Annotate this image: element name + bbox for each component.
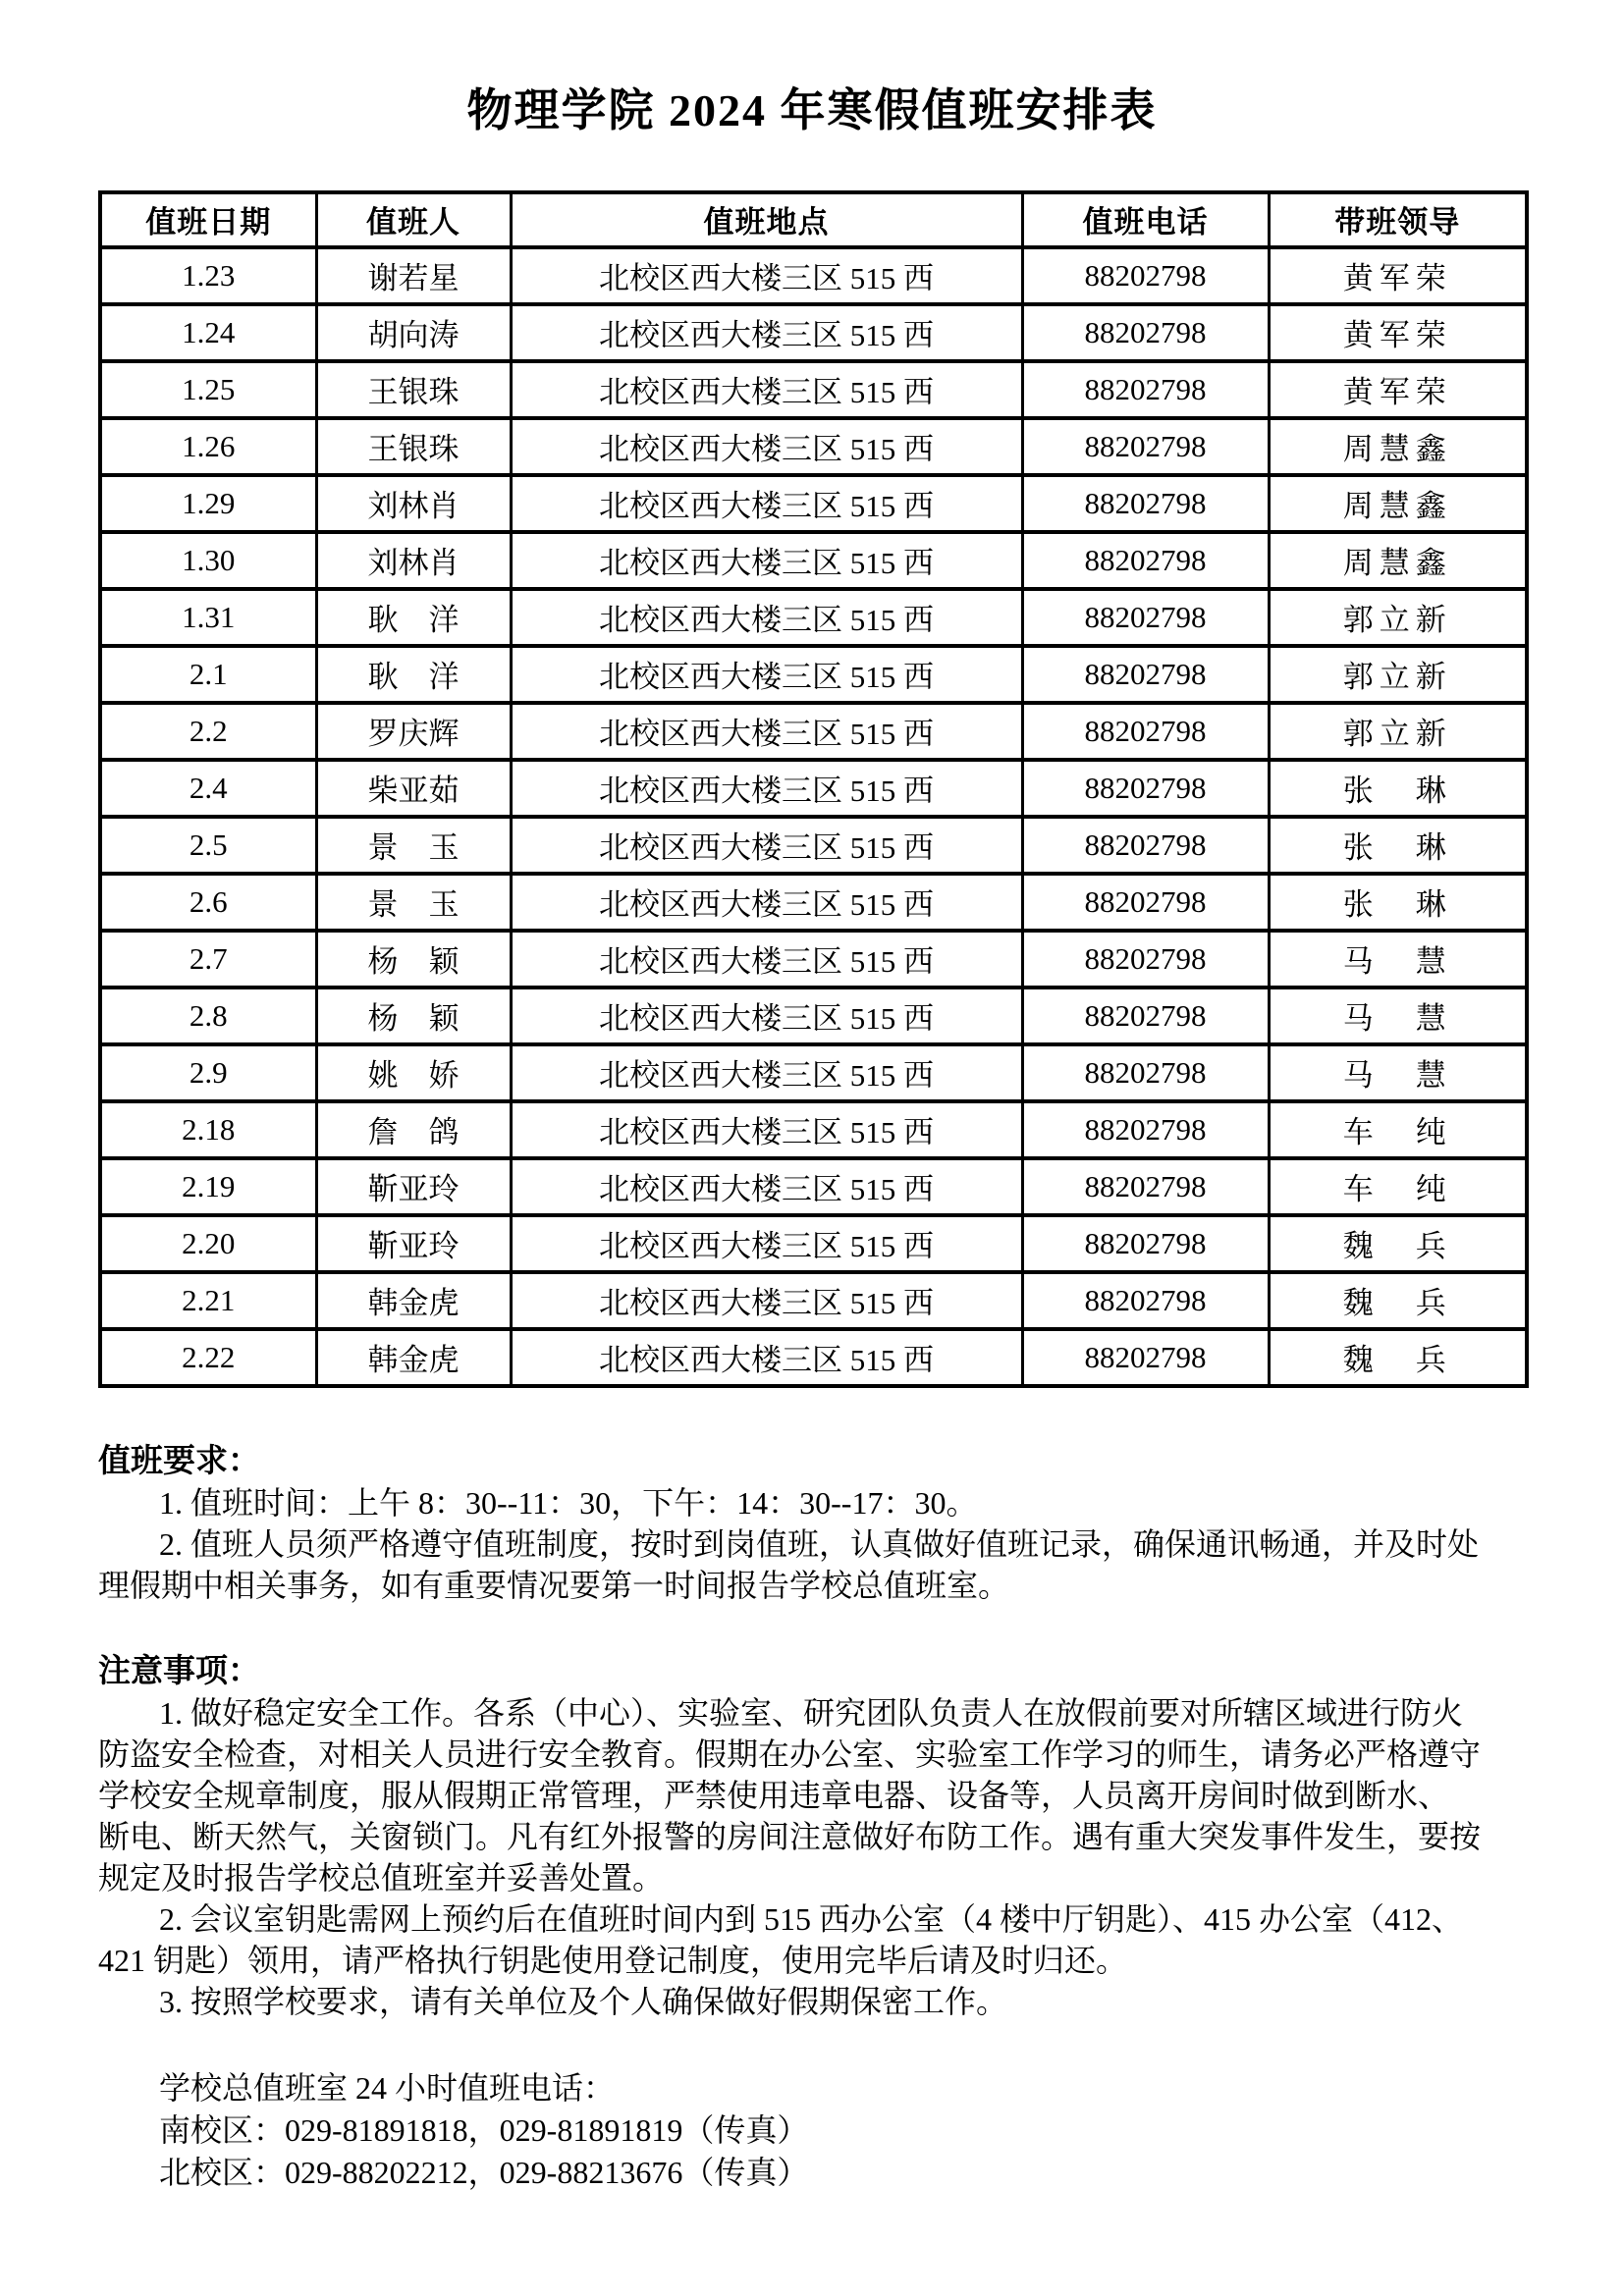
table-row: [100, 760, 1527, 817]
notes-section: [98, 1651, 1526, 2022]
table-cell-0: 2.6: [100, 874, 316, 931]
table-cell-1: 杨 颖: [316, 931, 511, 988]
table-cell-3: 88202798: [1022, 1215, 1269, 1272]
table-cell-1: 耿 洋: [316, 589, 511, 646]
text-line: 2. 会议室钥匙需网上预约后在值班时间内到 515 西办公室（4 楼中厅钥匙）、415 办公室（412、: [159, 1900, 1464, 1937]
table-cell-4: 郭立新: [1269, 646, 1527, 703]
table-cell-4: 张 琳: [1269, 874, 1527, 931]
table-row: [100, 532, 1527, 589]
table-cell-3: 88202798: [1022, 1329, 1269, 1386]
table-cell-3: 88202798: [1022, 247, 1269, 304]
notes-body: [98, 1692, 1526, 2022]
table-cell-1: 景 玉: [316, 817, 511, 874]
table-cell-4: 黄军荣: [1269, 247, 1527, 304]
notes-heading: 注意事项：: [98, 1653, 260, 1689]
schedule-table-body: [100, 247, 1527, 1386]
text-line: 断电、断天然气，关窗锁门。凡有红外报警的房间注意做好布防工作。遇有重大突发事件发生，要按: [98, 1818, 1482, 1854]
table-cell-1: 姚 娇: [316, 1044, 511, 1101]
text-line: 南校区：029-81891818，029-81891819（传真）: [159, 2111, 809, 2148]
table-cell-2: 北校区西大楼三区 515 西: [511, 646, 1022, 703]
table-row: [100, 1158, 1527, 1215]
table-cell-1: 王银珠: [316, 418, 511, 475]
table-cell-4: 车 纯: [1269, 1158, 1527, 1215]
table-cell-4: 魏 兵: [1269, 1272, 1527, 1329]
table-row: [100, 988, 1527, 1044]
table-cell-0: 2.9: [100, 1044, 316, 1101]
table-cell-4: 黄军荣: [1269, 361, 1527, 418]
requirements-body: [98, 1482, 1526, 1606]
table-cell-3: 88202798: [1022, 1044, 1269, 1101]
table-cell-0: 2.8: [100, 988, 316, 1044]
table-cell-3: 88202798: [1022, 361, 1269, 418]
table-row: [100, 1329, 1527, 1386]
table-cell-1: 谢若星: [316, 247, 511, 304]
table-cell-4: 周慧鑫: [1269, 418, 1527, 475]
table-cell-4: 郭立新: [1269, 703, 1527, 760]
table-cell-3: 88202798: [1022, 1158, 1269, 1215]
header-cell-2: 值班地点: [511, 192, 1022, 247]
table-cell-0: 2.21: [100, 1272, 316, 1329]
table-cell-3: 88202798: [1022, 304, 1269, 361]
table-cell-2: 北校区西大楼三区 515 西: [511, 988, 1022, 1044]
table-cell-0: 2.18: [100, 1101, 316, 1158]
text-line: 学校总值班室 24 小时值班电话：: [159, 2069, 616, 2106]
table-cell-3: 88202798: [1022, 988, 1269, 1044]
table-cell-3: 88202798: [1022, 817, 1269, 874]
table-cell-1: 詹 鸽: [316, 1101, 511, 1158]
table-cell-3: 88202798: [1022, 532, 1269, 589]
table-cell-0: 2.4: [100, 760, 316, 817]
table-cell-2: 北校区西大楼三区 515 西: [511, 304, 1022, 361]
table-cell-0: 1.31: [100, 589, 316, 646]
text-line: 规定及时报告学校总值班室并妥善处置。: [98, 1859, 665, 1896]
table-cell-3: 88202798: [1022, 646, 1269, 703]
text-line: 3. 按照学校要求，请有关单位及个人确保做好假期保密工作。: [159, 1983, 1008, 2019]
table-cell-3: 88202798: [1022, 418, 1269, 475]
contacts-section: [98, 2067, 1526, 2194]
table-cell-1: 罗庆辉: [316, 703, 511, 760]
table-row: [100, 1044, 1527, 1101]
table-cell-3: 88202798: [1022, 589, 1269, 646]
table-row: [100, 817, 1527, 874]
table-cell-2: 北校区西大楼三区 515 西: [511, 1329, 1022, 1386]
table-cell-3: 88202798: [1022, 931, 1269, 988]
table-cell-2: 北校区西大楼三区 515 西: [511, 931, 1022, 988]
table-row: [100, 304, 1527, 361]
table-cell-4: 马 慧: [1269, 988, 1527, 1044]
text-line: 防盗安全检查，对相关人员进行安全教育。假期在办公室、实验室工作学习的师生，请务必严格遵守: [98, 1735, 1482, 1772]
table-cell-1: 胡向涛: [316, 304, 511, 361]
requirements-section: [98, 1441, 1526, 1606]
table-cell-0: 1.24: [100, 304, 316, 361]
table-cell-2: 北校区西大楼三区 515 西: [511, 532, 1022, 589]
text-line: 1. 做好稳定安全工作。各系（中心）、实验室、研究团队负责人在放假前要对所辖区域进行防火: [159, 1694, 1464, 1731]
table-cell-4: 马 慧: [1269, 931, 1527, 988]
table-cell-1: 耿 洋: [316, 646, 511, 703]
table-cell-4: 张 琳: [1269, 760, 1527, 817]
table-cell-0: 2.22: [100, 1329, 316, 1386]
table-cell-1: 韩金虎: [316, 1329, 511, 1386]
table-cell-0: 1.23: [100, 247, 316, 304]
table-cell-0: 1.29: [100, 475, 316, 532]
header-cell-1: 值班人: [316, 192, 511, 247]
table-row: [100, 247, 1527, 304]
table-cell-3: 88202798: [1022, 703, 1269, 760]
table-cell-2: 北校区西大楼三区 515 西: [511, 817, 1022, 874]
table-cell-2: 北校区西大楼三区 515 西: [511, 1158, 1022, 1215]
table-row: [100, 589, 1527, 646]
table-row: [100, 1101, 1527, 1158]
table-row: [100, 646, 1527, 703]
table-row: [100, 931, 1527, 988]
table-cell-2: 北校区西大楼三区 515 西: [511, 760, 1022, 817]
header-cell-0: 值班日期: [100, 192, 316, 247]
table-row: [100, 1272, 1527, 1329]
table-cell-4: 魏 兵: [1269, 1329, 1527, 1386]
table-cell-3: 88202798: [1022, 475, 1269, 532]
table-cell-1: 杨 颖: [316, 988, 511, 1044]
header-cell-3: 值班电话: [1022, 192, 1269, 247]
table-cell-3: 88202798: [1022, 874, 1269, 931]
table-cell-2: 北校区西大楼三区 515 西: [511, 418, 1022, 475]
text-line: 理假期中相关事务，如有重要情况要第一时间报告学校总值班室。: [98, 1567, 1010, 1603]
table-cell-2: 北校区西大楼三区 515 西: [511, 247, 1022, 304]
table-cell-4: 魏 兵: [1269, 1215, 1527, 1272]
table-cell-4: 周慧鑫: [1269, 532, 1527, 589]
table-cell-1: 韩金虎: [316, 1272, 511, 1329]
table-row: [100, 1215, 1527, 1272]
table-cell-1: 柴亚茹: [316, 760, 511, 817]
table-cell-4: 郭立新: [1269, 589, 1527, 646]
page-title: 物理学院 2024 年寒假值班安排表: [466, 85, 1158, 135]
table-cell-2: 北校区西大楼三区 515 西: [511, 589, 1022, 646]
table-cell-2: 北校区西大楼三区 515 西: [511, 1044, 1022, 1101]
text-line: 2. 值班人员须严格遵守值班制度，按时到岗值班，认真做好值班记录，确保通讯畅通，并及时处: [159, 1525, 1480, 1562]
table-row: [100, 703, 1527, 760]
table-cell-1: 王银珠: [316, 361, 511, 418]
table-cell-4: 马 慧: [1269, 1044, 1527, 1101]
table-cell-4: 张 琳: [1269, 817, 1527, 874]
table-cell-0: 1.26: [100, 418, 316, 475]
table-cell-2: 北校区西大楼三区 515 西: [511, 703, 1022, 760]
requirements-heading: 值班要求：: [98, 1443, 260, 1479]
table-cell-2: 北校区西大楼三区 515 西: [511, 361, 1022, 418]
table-cell-0: 2.1: [100, 646, 316, 703]
table-header-row: [100, 192, 1527, 247]
table-cell-2: 北校区西大楼三区 515 西: [511, 874, 1022, 931]
table-cell-1: 刘林肖: [316, 475, 511, 532]
table-row: [100, 874, 1527, 931]
table-row: [100, 361, 1527, 418]
table-cell-1: 景 玉: [316, 874, 511, 931]
text-line: 北校区：029-88202212，029-88213676（传真）: [159, 2154, 809, 2190]
table-cell-4: 黄军荣: [1269, 304, 1527, 361]
table-cell-2: 北校区西大楼三区 515 西: [511, 1101, 1022, 1158]
table-cell-2: 北校区西大楼三区 515 西: [511, 475, 1022, 532]
table-cell-3: 88202798: [1022, 1272, 1269, 1329]
text-line: 学校安全规章制度，服从假期正常管理，严禁使用违章电器、设备等，人员离开房间时做到断水、: [98, 1777, 1450, 1813]
text-line: 1. 值班时间：上午 8：30--11：30，下午：14：30--17：30。: [159, 1484, 978, 1521]
table-cell-1: 靳亚玲: [316, 1158, 511, 1215]
table-cell-4: 周慧鑫: [1269, 475, 1527, 532]
table-cell-0: 2.2: [100, 703, 316, 760]
table-cell-0: 2.5: [100, 817, 316, 874]
table-cell-2: 北校区西大楼三区 515 西: [511, 1272, 1022, 1329]
header-row: [100, 192, 1527, 247]
table-cell-3: 88202798: [1022, 1101, 1269, 1158]
table-cell-0: 1.25: [100, 361, 316, 418]
duty-schedule-table: [98, 190, 1529, 1388]
table-cell-3: 88202798: [1022, 760, 1269, 817]
table-cell-2: 北校区西大楼三区 515 西: [511, 1215, 1022, 1272]
table-cell-0: 1.30: [100, 532, 316, 589]
table-cell-0: 2.7: [100, 931, 316, 988]
table-cell-4: 车 纯: [1269, 1101, 1527, 1158]
header-cell-4: 带班领导: [1269, 192, 1527, 247]
table-row: [100, 418, 1527, 475]
table-cell-0: 2.20: [100, 1215, 316, 1272]
page-container: [98, 0, 1526, 2194]
table-row: [100, 475, 1527, 532]
table-cell-1: 刘林肖: [316, 532, 511, 589]
text-line: 421 钥匙）领用，请严格执行钥匙使用登记制度，使用完毕后请及时归还。: [98, 1942, 1128, 1978]
table-cell-0: 2.19: [100, 1158, 316, 1215]
table-cell-1: 靳亚玲: [316, 1215, 511, 1272]
